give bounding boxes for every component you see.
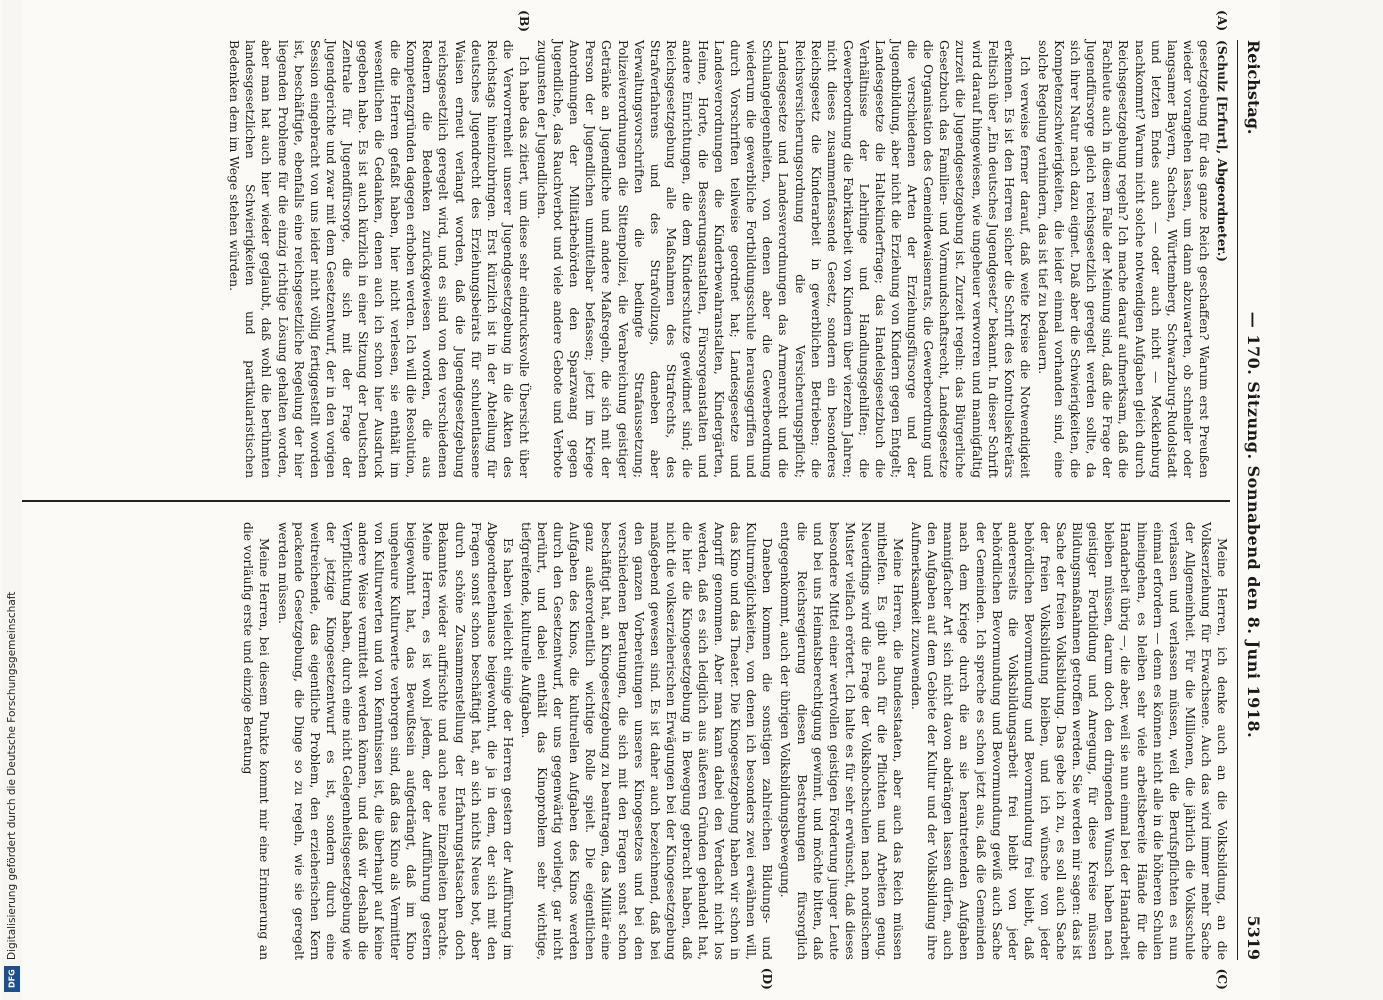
paragraph: Meine Herren, bei diesem Punkte kommt mir eine Erinnerung an die vorläufig erste und einzige Beratung [241,522,272,960]
header-title: — 170. Sitzung. Sonnabend den 8. Juni 1918. [1244,311,1264,739]
paragraph: Ich verweise ferner darauf, daß weite Kreise die Notwendigkeit erkennen. Es ist den Herren sicher die Schrift des Kontrollsekretärs Feltisch über „Ein deutsches Jugendgesetz“ bekannt. In dieser Schrift wird darauf hingewiesen, wie ungeheuer verworren und mannigfaltig zurzeit die Jugendgesetzgebung ist. Zurzeit regeln: das Bürgerliche Gesetzbuch das Familien- und Vormundschaftsrecht, Landesgesetze die Organisation des Gemeindewaisenrats, die Gewerbeordnung und die verschiedenen Arten der Erziehungsfürsorge und der Jugendbildung, aber nicht die Erziehung von Kindern gegen Entgelt; Landesgesetze die Haltekinderfrage; das Handelsgesetzbuch die Verhältnisse der Lehrlinge und Handlungsgehilfen; die Gewerbeordnung die Fabrikarbeit von Kindern über vierzehn Jahren; nicht dieses zusammenfassende Gesetz, sondern ein besonderes Reichsgesetz die Kinderarbeit in gewerblichen Betrieben; die Reichsversicherungsordnung die Versicherungspflicht; Landesgesetze und Landesverordnungen das Armenrecht und die Schulangelegenheiten, von denen aber die Gewerbeordnung wiederum die gewerbliche Fortbildungsschule herausgegriffen und durch Vorschriften teilweise geordnet hat; Landesgesetze und Landesverordnungen die Kinderbewahranstalten, Kindergärten, Heime, Horte, die Besserungsanstalten, Fürsorgeanstalten und andere Einrichtungen, die dem Kinderschutze gewidmet sind; die Reichsgesetzgebung alle Maßnahmen des Strafrechts, des Strafverfahrens und des Strafvollzugs, daneben aber Verwaltungsvorschriften die bedingte Strafaussetzung; Polizeiverordnungen die Sittenpolizei, die Verabreichung geistiger Getränke an Jugendliche und andere Maßregeln, die sich mit der Person der Jugendlichen unmittelbar befassen; jetzt im Kriege Anordnungen der Militärbehörden den Sparzwang gegen Jugendliche, das Rauchverbot und viele andere Gebote und Verbote zugunsten der Jugendlichen. [535,40,1032,478]
margin-marker-a: (A) [1215,10,1230,32]
paragraph: Meine Herren, die Bundesstaaten, aber auch das Reich müssen mithelfen. Es gibt auch für die Pflichten und Arbeiten genug. Neuerdings wird die Frage der Volkshochschulen nach nordischem Muster vielfach erörtert. Ich halte es für sehr erwünscht, daß dieses besondere Mittel einer wertvollen geistigen Förderung junger Leute und bei uns Heimatsberechtigung gewinnt, und möchte bitten, daß die Reichsregierung diesen Bestrebungen fürsorglich entgegenkommt, auch der übrigen Volksbildungsbewegung. [778,522,906,960]
digitization-credit: Digitalisierung gefördert durch die Deutsche Forschungsgemeinschaft [6,591,18,960]
dfg-logo-icon: DFG [4,966,20,992]
margin-marker-c: (C) [1215,968,1230,990]
paragraph: gesetzgebung für das ganze Reich geschaffen? Warum erst Preußen wieder vorangehen lassen, um dann abzuwarten, ob schneller oder langsamer Bayern, Sachsen, Württemberg, Schwarzburg-Rudolstadt und letzten Endes auch — oder auch nicht — Mecklenburg nachkommt? Warum nicht solche notwendigen Aufgaben gleich durch Reichsgesetzgebung regeln? Ich mache darauf aufmerksam, daß die Fachleute auch in diesem Falle der Meinung sind, daß die Frage der Jugendfürsorge gleich reichsgesetzlich geregelt werden sollte, da sich ihrer Natur nach dazu eignet. Daß aber die Schwierigkeiten, die Kompetenzschwierigkeiten, die leider einmal vorhanden sind, eine solche Regelung verhindern, das ist tief zu bedauern. [1035,40,1211,478]
page-number: 5319 [1244,915,1264,960]
paragraph: Meine Herren, ich denke auch an die Volksbildung, an die Volkserziehung für Erwachsene. Auch das wird immer mehr Sache der Allgemeinheit. Für die Millionen, die jährlich die Volksschule verlassen und verlassen müssen, weil die Berufspflichten es nun einmal erfordern — denn es können nicht alle in die höheren Schulen hineingehen, es bleiben sehr viele arbeitsbereite Hände für die Handarbeit übrig —, die aber, weil sie nun einmal bei der Handarbeit bleiben müssen, darum doch den dringenden Wunsch haben nach geistiger Fortbildung und Anregung, für diese Kreise müssen Bildungsmaßnahmen getroffen werden. Sie werden mir sagen: das ist Sache der freien Volksbildung. Das gebe ich zu, es soll auch Sache der freien Volksbildung bleiben, und ich wünsche von jeder behördlichen Bevormundung und Bevormundung frei bleibt, daß andererseits die Volksbildungsarbeit frei bleibt von jeder behördlichen Bevormundung und Bevormundung gewiß auch Sache der Gemeinden. Ich spreche es schon jetzt aus, daß die Gemeinden nach dem Kriege durch die an sie herantretenden Aufgaben mannigfacher Art sich nicht davon abdrängen lassen dürfen, auch den Aufgaben auf dem Gebiete der Kultur und der Volksbildung ihre Aufmerksamkeit zuzuwenden. [909,522,1229,960]
paragraph: Es haben vielleicht einige der Herren gestern der Aufführung im Abgeordnetenhause beigewohnt, die ja in dem, der sich mit den Fragen sonst schon beschäftigt hat, an sich nichts Neues bot, aber durch schöne Zusammenstellung der Erfahrungstatsachen doch Bekanntes wieder auffrischte und auch neue Einzelheiten brachte. Meine Herren, es ist wohl jedem, der der Aufführung gestern beigewohnt hat, das Bewußtsein aufgedrängt, daß im Kino ungeheure Kulturwerte verborgen sind, daß das Kino als Vermittler von Kulturwerten und von Kenntnissen ist, die überhaupt auf keine andere Weise vermittelt werden können, und daß wir deshalb die Verpflichtung haben, durch eine nicht Gelegenheitsgesetzgebung wie der jetzige Kinogesetzentwurf es ist, sondern durch eine weitreichende, das eigentliche Problem, den erzieherischen Kern packende Gesetzgebung, die Dinge so zu regeln, wie sie geregelt werden müssen. [275,522,515,960]
left-column [10,10,1230,478]
margin-marker-b: (B) [516,10,532,33]
digitization-sidebar [2,0,22,1000]
margin-marker-d: (D) [760,967,776,990]
paragraph: Daneben kommen die sonstigen zahlreichen Bildungs- und Kulturmöglichkeiten, von denen ich besonders zwei erwähnen will, das Kino und das Theater. Die Kinogesetzgebung haben wir schon in Angriff genommen. Aber man kann dabei den Verdacht nicht los werden, daß es sich lediglich aus äußeren Gründen gehandelt hat, die hier die Kinogesetzgebung in Bewegung gebracht haben, daß nicht die volkserzieherischen Erwägungen bei der Kinogesetzgebung maßgebend gewesen sind. Es ist daher auch bezeichnend, daß bei den ganzen Vorbereitungen unseres Kinogesetzes und bei den verschiedenen Beratungen, die sich mit den Fragen sonst schon beschäftigt hat, an Kinogesetzgebung zu beantragen, das Militär eine ganz außerordentlich wichtige Rolle spielt. Die eigentlichen Aufgaben des Kinos, die kulturellen Aufgaben des Kinos werden durch den Gesetzentwurf, der uns gegenwärtig vorliegt, gar nicht berührt, und dabei enthält das Kinoproblem sehr wichtige, tiefgreifende, kulturelle Aufgaben. [518,522,775,960]
column-divider [10,500,1230,502]
page-header [1237,40,1270,960]
paragraph: Ich habe das zitiert, um diese sehr eindrucksvolle Übersicht über die Verworrenheit unserer Jugendgesetzgebung in die Akten des Reichstags hineinzubringen. Erst kürzlich ist in der Abteilung für deutsches Jugendrecht des Erziehungsbeirats für schulentlassene Waisen erneut verlangt worden, daß die Jugendgesetzgebung reichsgesetzlich geregelt wird, und es sind von den verschiedenen Rednern die Bedenken zurückgewiesen worden, die aus Kompetenzgründen dagegen erhoben werden. Ich will die Resolution, die die Herren gefaßt haben, hier nicht verlesen, sie enthält im wesentlichen die Gedanken, denen auch ich schon hier Ausdruck gegeben habe. Es ist auch kürzlich in einer Sitzung der Deutschen Zentrale für Jugendfürsorge, die sich mit der Frage der Jugendgerichte und zwar mit dem Gesetzentwurf, der in den vorigen Session eingebracht von uns leider nicht völlig fertiggestellt worden ist, beschäftigte, ebenfalls eine reichsgesetzliche Regelung der hier liegenden Probleme für die einzig richtige Lösung gehalten worden, aber man hat auch hier wieder geglaubt, daß wohl die berühmten landesgesetzlichen Schwierigkeiten und partikularistischen Bedenken dem im Wege stehen würden. [227,40,531,478]
speaker-line: (Schulz [Erfurt], Abgeordneter.) [1215,40,1230,262]
header-left: Reichstag. [1244,40,1264,135]
